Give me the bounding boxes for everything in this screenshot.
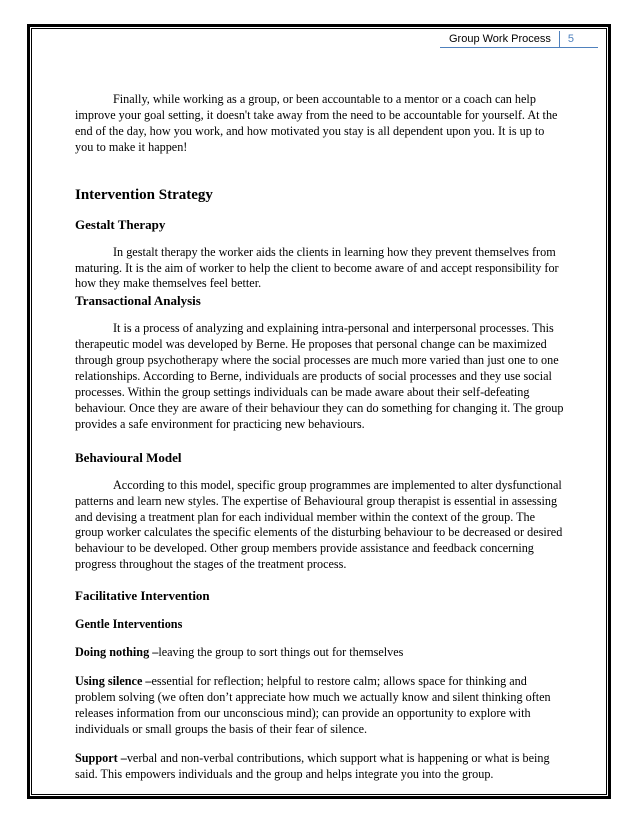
page-header: [449, 31, 582, 47]
support-text: verbal and non-verbal contributions, which support what is happening or what is being said. This empowers individuals and the group and helps integrate you into the group.: [75, 750, 550, 781]
heading-gentle-interventions: Gentle Interventions: [75, 617, 183, 632]
heading-behavioural-model: Behavioural Model: [75, 449, 182, 465]
doing-nothing-text: leaving the group to sort things out for themselves: [158, 645, 404, 660]
header-title: Group Work Process: [448, 33, 551, 45]
support-term: Support –: [75, 750, 127, 765]
support-item: [75, 751, 565, 783]
heading-gestalt-therapy: Gestalt Therapy: [75, 216, 166, 232]
transactional-paragraph: It is a process of analyzing and explaining intra-personal and interpersonal processes. This therapeutic model was developed by Berne. He proposes that personal change can be maximized through group psychotherapy where the social processes are much more varied than just one to one relationships. According to Berne, individuals are products of social processes and they use social processes. Within the group settings individuals can be made aware about their self-defeating behaviour. Once they are aware of their behaviour they can do something for changing it. The group provides a safe environment for practicing new behaviours.: [75, 321, 564, 431]
heading-transactional-analysis: Transactional Analysis: [75, 293, 201, 309]
heading-facilitative-intervention: Facilitative Intervention: [75, 588, 210, 604]
doing-nothing-term: Doing nothing –: [75, 645, 159, 660]
document-body: [75, 92, 565, 782]
header-rule: [440, 47, 598, 48]
gestalt-paragraph: In gestalt therapy the worker aids the clients in learning how they prevent themselves from maturing. It is the aim of worker to help the client to become aware of and accept responsibility for how they make themselves feel better.: [75, 244, 559, 291]
using-silence-item: [75, 674, 565, 738]
using-silence-text: essential for reflection; helpful to restore calm; allows space for thinking and problem solving (we often don’t appreciate how much we actually know and silent thinking often releases information from our unconscious mind); can provide an opportunity to explore with individuals or small groups the basis of their fear of silence.: [75, 674, 551, 736]
page-number: 5: [559, 31, 582, 47]
heading-intervention-strategy: Intervention Strategy: [75, 186, 213, 203]
behavioural-paragraph: According to this model, specific group programmes are implemented to alter dysfunctional patterns and learn new styles. The expertise of Behavioural group therapist is essential in assessing and devising a treatment plan for each individual member within the context of the group. The group worker calculates the specific elements of the disturbing behaviour to be decreased or desired behaviour to be developed. Other group members provide assistance and feedback concerning progress throughout the stages of the treatment process.: [75, 477, 563, 572]
intro-paragraph: Finally, while working as a group, or been accountable to a mentor or a coach can help improve your goal setting, it doesn't take away from the need to be accountable for yourself. At the end of the day, how you work, and how motivated you stay is all dependent upon you. It is up to you to make it happen!: [75, 92, 558, 154]
doing-nothing-item: [75, 645, 565, 661]
using-silence-term: Using silence –: [75, 674, 152, 689]
